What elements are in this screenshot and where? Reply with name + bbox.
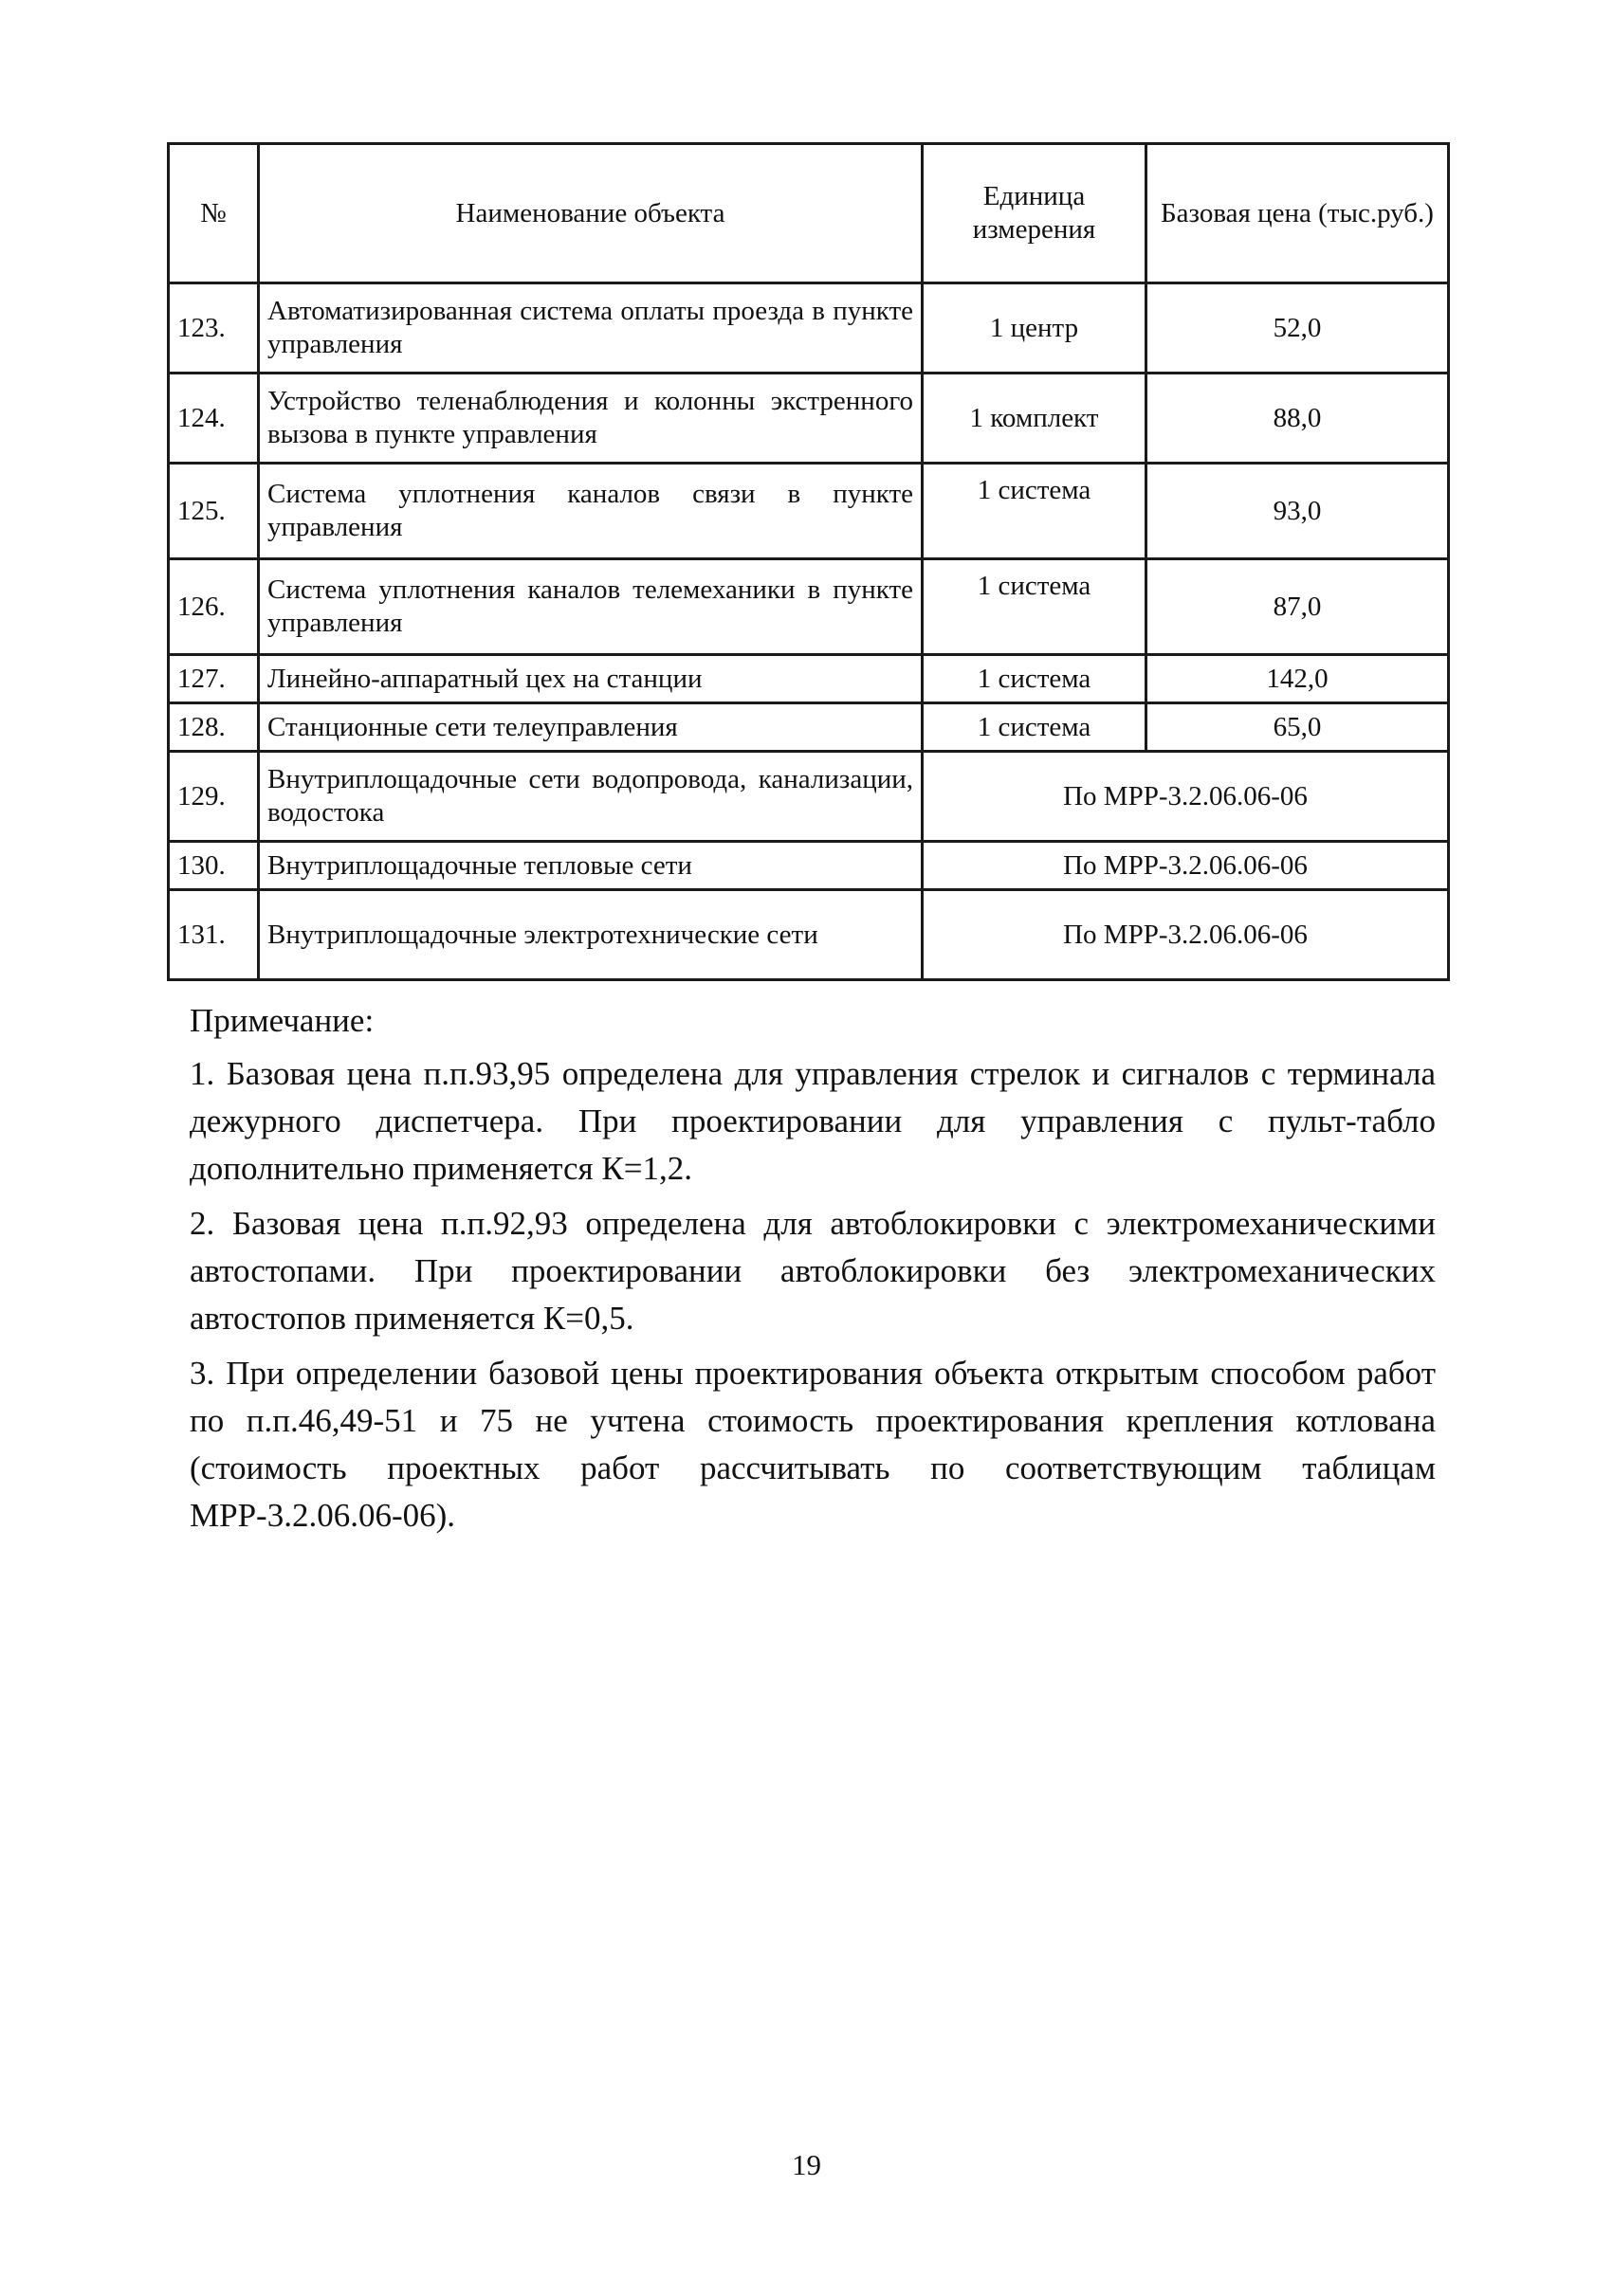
row-name: Станционные сети телеуправления (259, 703, 923, 752)
row-price: 52,0 (1146, 283, 1449, 374)
row-reference: По МРР-3.2.06.06-06 (923, 842, 1449, 890)
table-row (169, 842, 1449, 890)
row-name: Внутриплощадочные сети водопровода, канализации, водостока (259, 752, 923, 842)
row-name: Внутриплощадочные электротехнические сети (259, 890, 923, 980)
table-row (169, 890, 1449, 980)
row-num: 129. (169, 752, 259, 842)
row-price: 93,0 (1146, 464, 1449, 559)
row-reference: По МРР-3.2.06.06-06 (923, 752, 1449, 842)
row-name: Внутриплощадочные тепловые сети (259, 842, 923, 890)
row-num: 124. (169, 374, 259, 464)
table-row (169, 703, 1449, 752)
table-row (169, 559, 1449, 655)
row-num: 125. (169, 464, 259, 559)
page-number: 19 (792, 2148, 821, 2181)
row-unit: 1 система (923, 655, 1146, 703)
table-row (169, 655, 1449, 703)
row-price: 65,0 (1146, 703, 1449, 752)
table-row (169, 374, 1449, 464)
row-unit: 1 система (923, 559, 1146, 655)
row-unit: 1 центр (923, 283, 1146, 374)
note-item: 1. Базовая цена п.п.93,95 определена для управления стрелок и сигналов с терминала дежурного диспетчера. При проектировании для управления с пульт-табло дополнительно применяется К=1,2. (190, 1055, 1436, 1187)
row-name: Система уплотнения каналов связи в пункте управления (259, 464, 923, 559)
note-item: 3. При определении базовой цены проектирования объекта открытым способом работ по п.п.46,49-51 и 75 не учтена стоимость проектирования крепления котлована (стоимость проектных работ рассчитывать по соответствующим таблицам МРР-3.2.06.06-06). (190, 1355, 1436, 1534)
row-name: Линейно-аппаратный цех на станции (259, 655, 923, 703)
row-unit: 1 комплект (923, 374, 1146, 464)
notes-section (190, 997, 1436, 1547)
table-header-row (169, 144, 1449, 283)
header-unit: Единица измерения (923, 144, 1146, 283)
row-num: 123. (169, 283, 259, 374)
note-item: 2. Базовая цена п.п.92,93 определена для автоблокировки с электромеханическими автостопами. При проектировании автоблокировки без электромеханических автостопов применяется К=0,5. (190, 1205, 1436, 1337)
row-price: 87,0 (1146, 559, 1449, 655)
row-num: 128. (169, 703, 259, 752)
row-name: Система уплотнения каналов телемеханики в пункте управления (259, 559, 923, 655)
notes-title: Примечание: (190, 1002, 375, 1039)
table-row (169, 283, 1449, 374)
header-num: № (169, 144, 259, 283)
row-num: 126. (169, 559, 259, 655)
row-reference: По МРР-3.2.06.06-06 (923, 890, 1449, 980)
header-name: Наименование объекта (259, 144, 923, 283)
row-num: 130. (169, 842, 259, 890)
price-table (167, 142, 1450, 981)
table-row (169, 752, 1449, 842)
row-unit: 1 система (923, 703, 1146, 752)
row-num: 127. (169, 655, 259, 703)
row-num: 131. (169, 890, 259, 980)
row-name: Автоматизированная система оплаты проезда в пункте управления (259, 283, 923, 374)
table-row (169, 464, 1449, 559)
header-price: Базовая цена (тыс.руб.) (1146, 144, 1449, 283)
row-name: Устройство теленаблюдения и колонны экстренного вызова в пункте управления (259, 374, 923, 464)
row-unit: 1 система (923, 464, 1146, 559)
row-price: 142,0 (1146, 655, 1449, 703)
row-price: 88,0 (1146, 374, 1449, 464)
